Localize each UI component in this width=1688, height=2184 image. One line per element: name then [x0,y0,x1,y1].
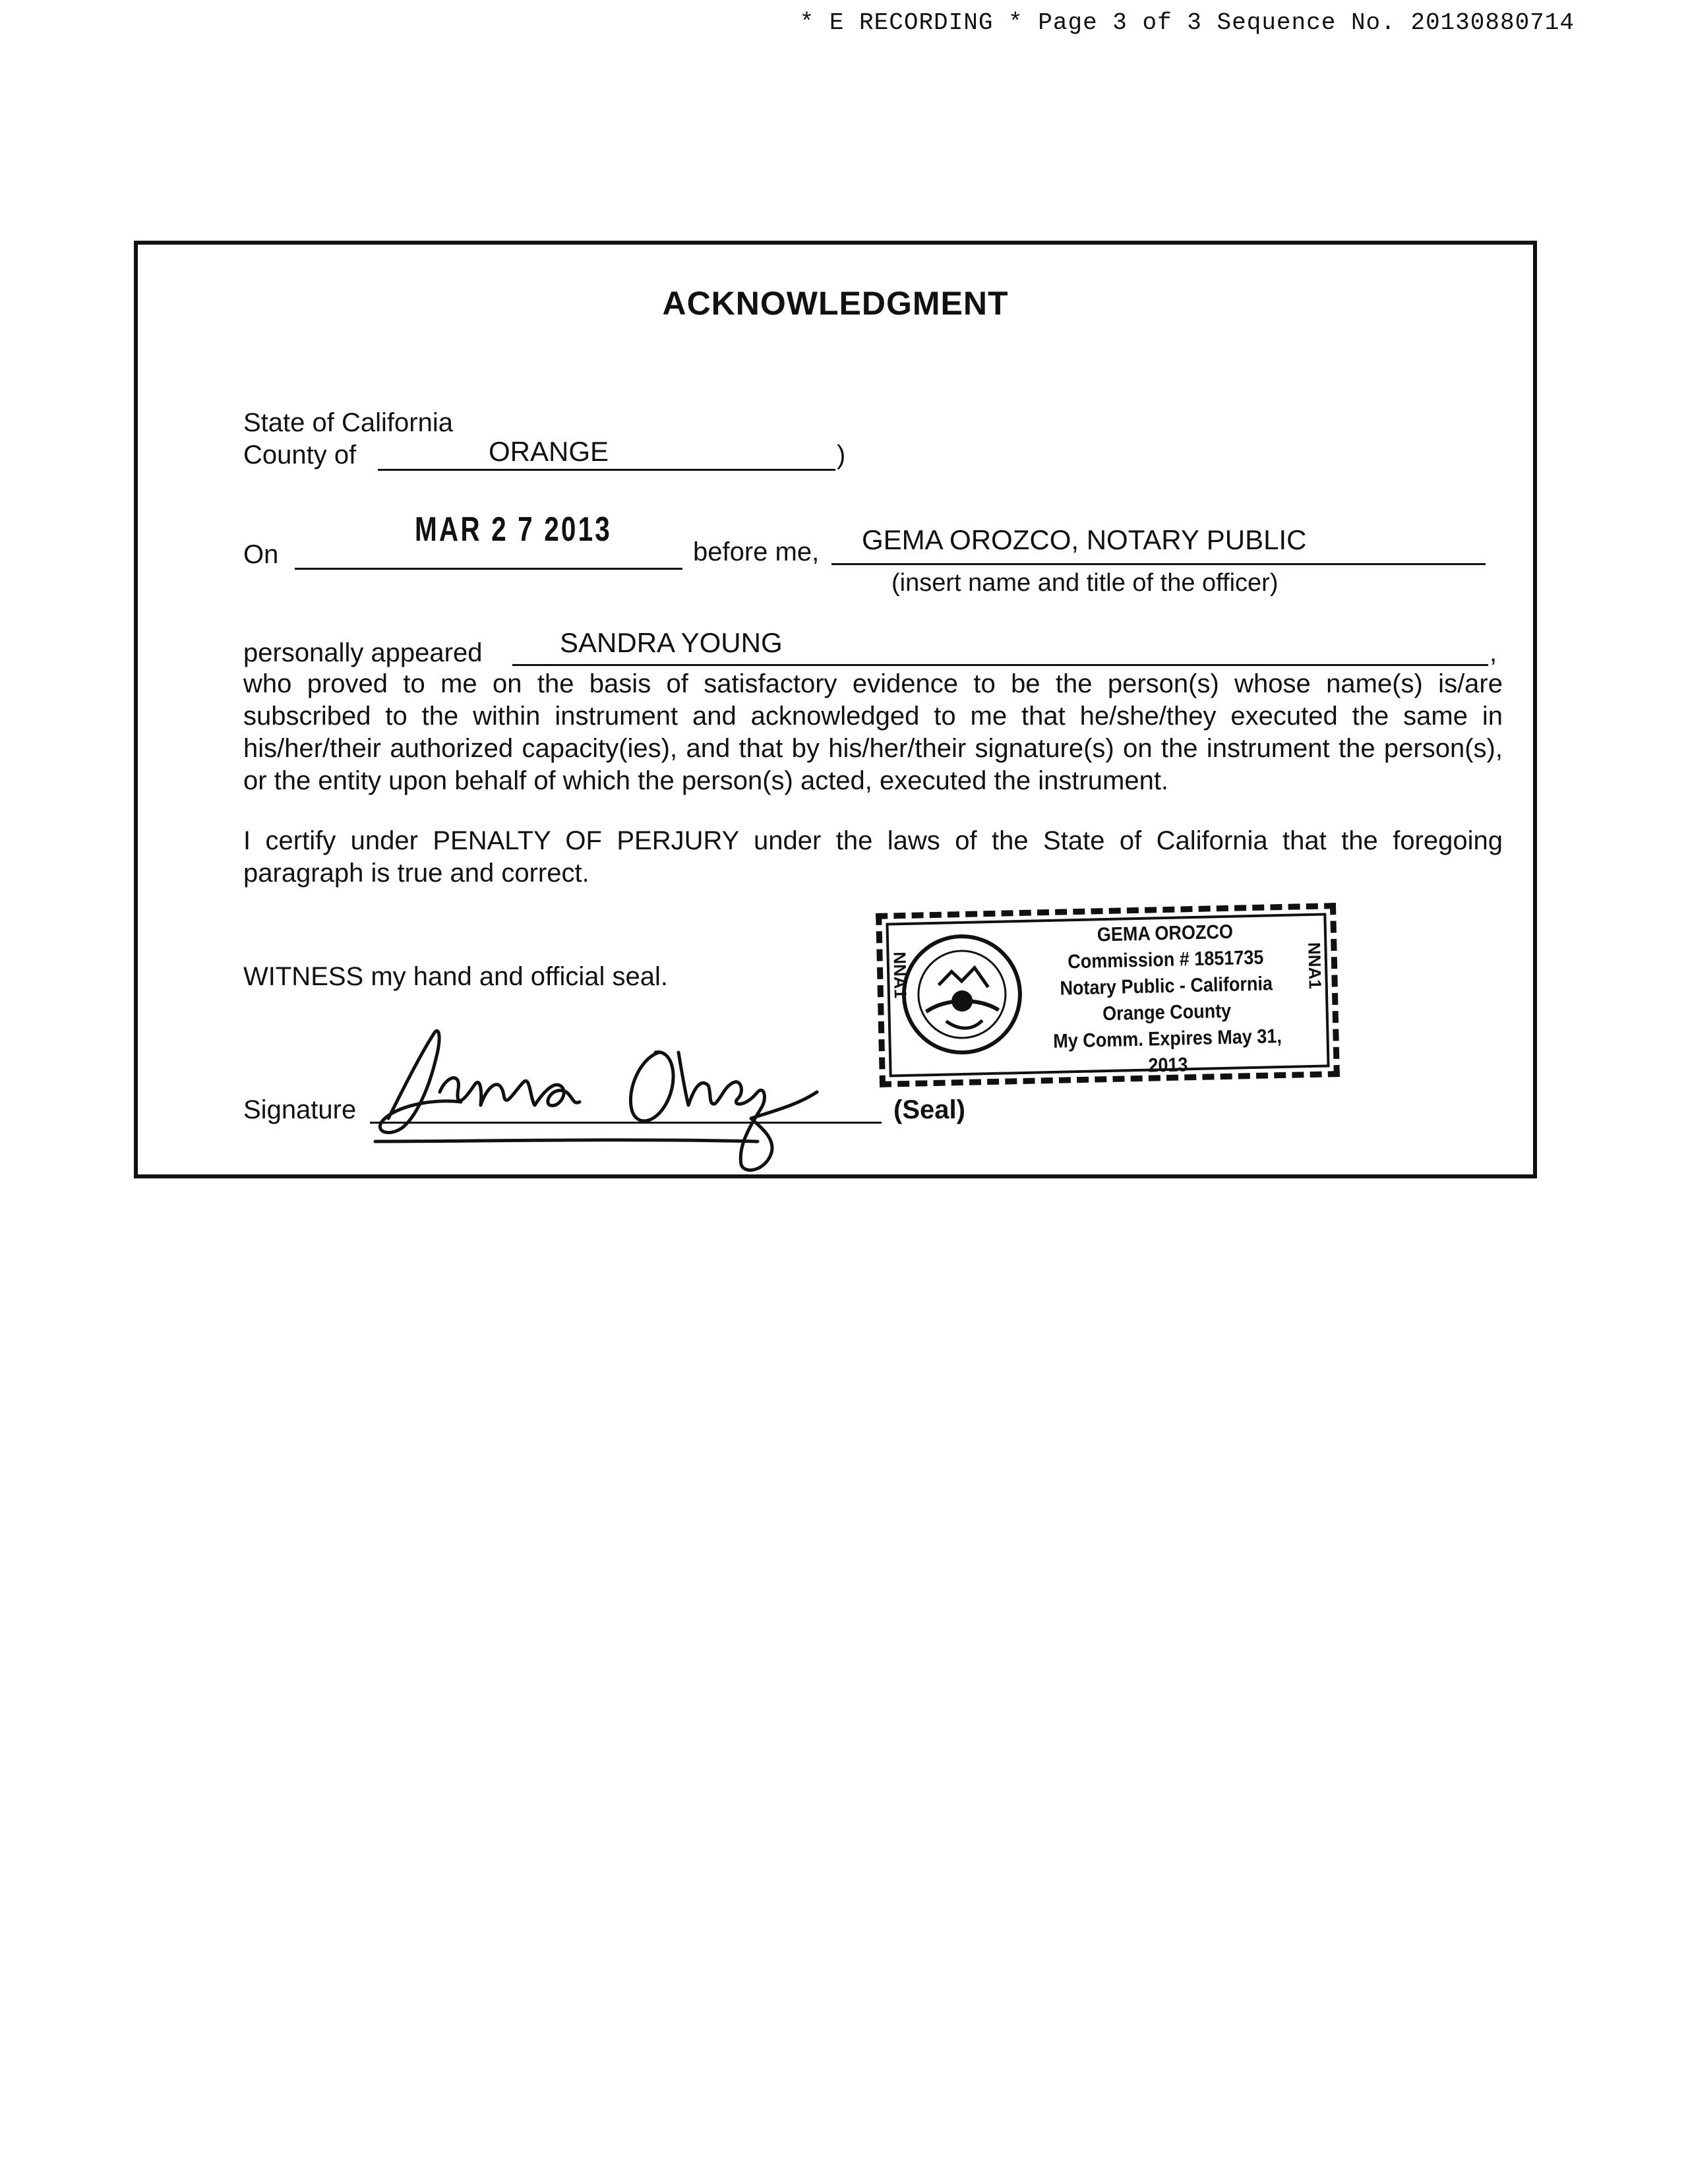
appeared-comma: , [1490,638,1497,667]
date-line [295,568,682,570]
state-label: State of California [243,408,453,437]
before-me-label: before me, [693,537,820,566]
seal-commission-number: Commission # 1851735 [1067,946,1264,973]
california-state-seal-icon [898,930,1026,1058]
seal-notary-name: GEMA OROZCO [1097,921,1234,946]
notary-seal-stamp [876,903,1340,1087]
seal-side-right: NNA1 [1304,942,1325,990]
date-stamp: MAR 2 7 2013 [415,510,612,549]
appeared-line [512,664,1488,666]
officer-hint: (insert name and title of the officer) [891,569,1279,597]
seal-notary-title: Notary Public - California [1060,973,1273,1000]
county-close-paren: ) [837,440,846,470]
county-line [378,469,835,471]
on-label: On [243,540,279,569]
acknowledgment-form [134,241,1537,1178]
officer-value: GEMA OROZCO, NOTARY PUBLIC [862,524,1307,555]
seal-side-left: NNA1 [889,951,911,999]
officer-line [831,563,1486,565]
evidence-paragraph: who proved to me on the basis of satisfactory evidence to be the person(s) whose name(s) is/are subscribed to the within instrument and acknowledged to me that he/she/they executed the same in his/her/their authorized capacity(ies), and that by his/her/their signature(s) on the instrument the person(s), or the entity upon behalf of which the person(s) acted, executed the instrument. [243,669,1503,795]
appeared-label: personally appeared [243,638,483,667]
appeared-value: SANDRA YOUNG [560,627,783,658]
seal-expiration: My Comm. Expires May 31, 2013 [1052,1025,1282,1077]
seal-label: (Seal) [893,1095,965,1124]
recording-header: * E RECORDING * Page 3 of 3 Sequence No. 20130880714 [799,9,1575,36]
certify-paragraph: I certify under PENALTY OF PERJURY under the laws of the State of California that the foregoing paragraph is true and correct. [243,826,1503,888]
seal-text-block [1040,918,1293,1082]
handwritten-signature [362,1013,903,1178]
seal-county: Orange County [1102,1000,1232,1025]
county-value: ORANGE [489,436,609,467]
signature-label: Signature [243,1095,357,1124]
form-title: ACKNOWLEDGMENT [662,285,1009,322]
witness-text: WITNESS my hand and official seal. [243,962,668,991]
county-label: County of [243,440,357,470]
